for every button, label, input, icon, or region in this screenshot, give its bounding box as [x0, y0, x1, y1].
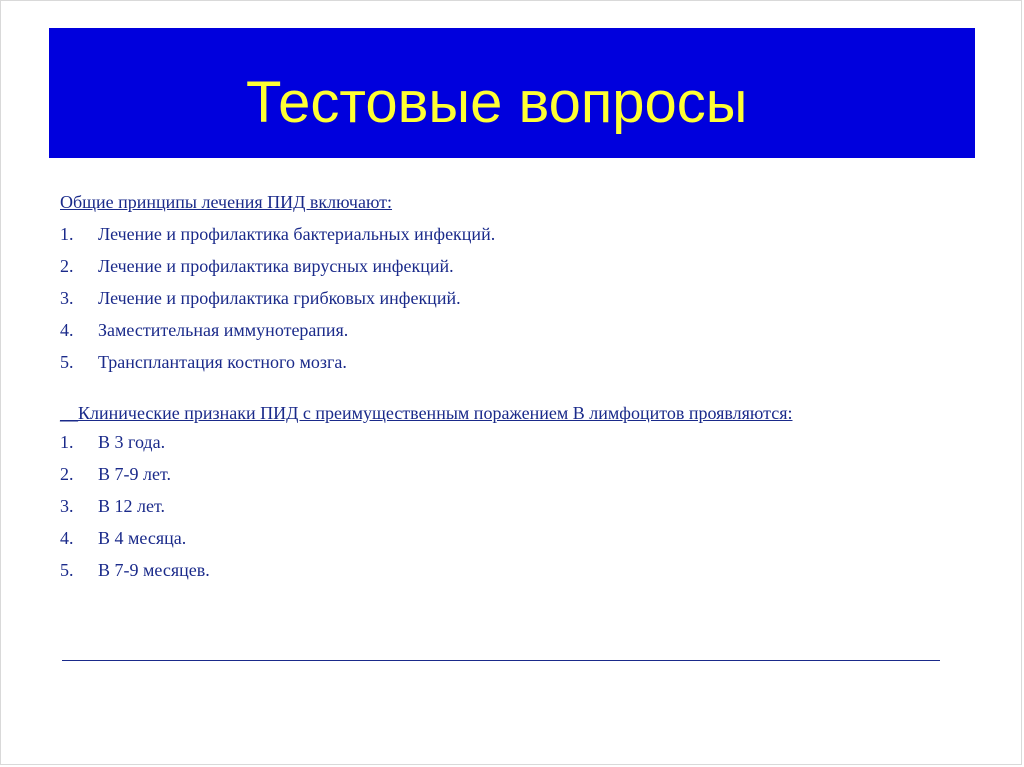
option-text: В 4 месяца. [98, 528, 187, 548]
option-number: 4. [60, 528, 74, 548]
question-2-option [60, 426, 960, 458]
option-text: Лечение и профилактика грибковых инфекций. [98, 288, 461, 308]
option-text: В 12 лет. [98, 496, 165, 516]
question-1-option [60, 282, 960, 314]
option-number: 1. [60, 224, 74, 244]
question-2-option [60, 458, 960, 490]
option-text: В 3 года. [98, 432, 166, 452]
question-2-heading: __Клинические признаки ПИД с преимущественным поражением В лимфоцитов проявляются: [60, 403, 793, 423]
option-number: 5. [60, 352, 74, 372]
option-text: Лечение и профилактика вирусных инфекций. [98, 256, 454, 276]
bottom-rule [62, 660, 940, 661]
option-number: 2. [60, 464, 74, 484]
option-text: В 7-9 лет. [98, 464, 171, 484]
option-number: 1. [60, 432, 74, 452]
option-number: 2. [60, 256, 74, 276]
option-number: 4. [60, 320, 74, 340]
question-1-option [60, 218, 960, 250]
question-1-option [60, 250, 960, 282]
option-text: Трансплантация костного мозга. [98, 352, 347, 372]
slide-title: Тестовые вопросы [246, 70, 748, 135]
question-2-option [60, 554, 960, 586]
question-1-heading: Общие принципы лечения ПИД включают: [60, 192, 393, 212]
question-2-option [60, 522, 960, 554]
title-banner [49, 28, 975, 158]
option-number: 5. [60, 560, 74, 580]
option-text: В 7-9 месяцев. [98, 560, 210, 580]
question-2-option [60, 490, 960, 522]
question-1-option [60, 314, 960, 346]
option-number: 3. [60, 496, 74, 516]
question-1-option [60, 346, 960, 378]
option-number: 3. [60, 288, 74, 308]
option-text: Заместительная иммунотерапия. [98, 320, 349, 340]
slide-content [60, 186, 960, 586]
option-text: Лечение и профилактика бактериальных инфекций. [98, 224, 496, 244]
